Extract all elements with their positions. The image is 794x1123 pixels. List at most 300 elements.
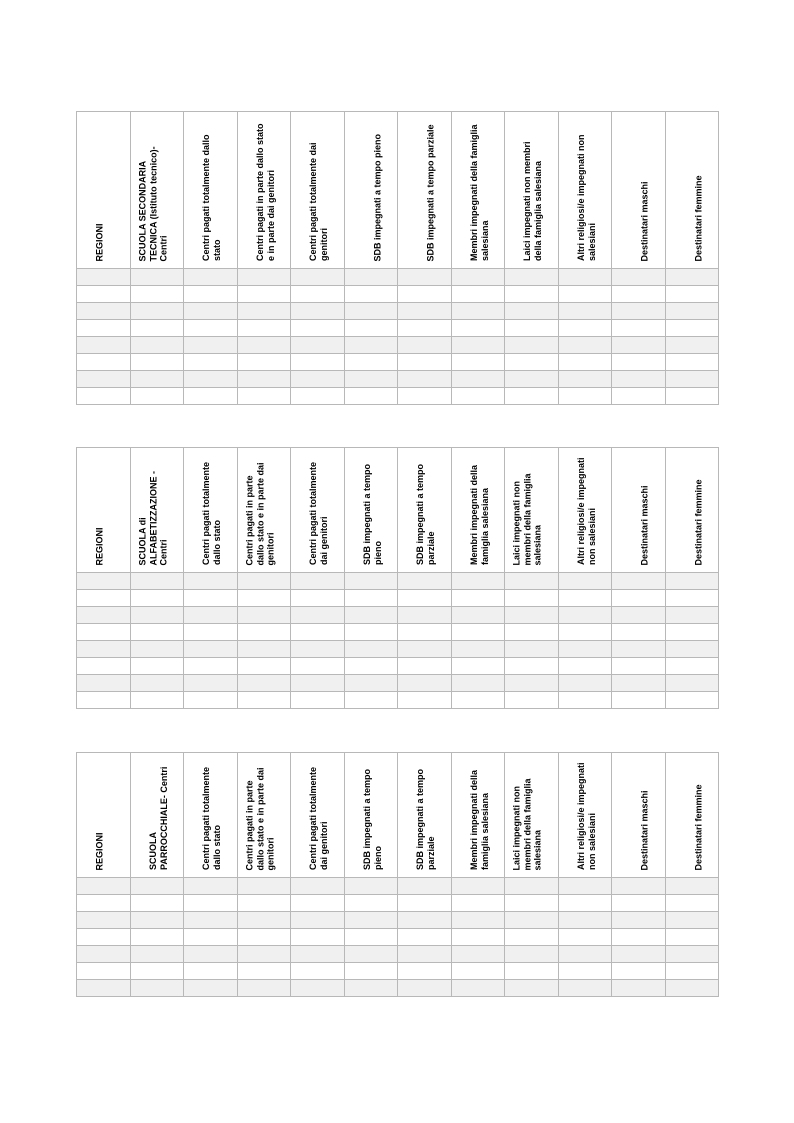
table-cell[interactable] [452,980,505,997]
table-cell[interactable] [559,607,612,624]
table-cell[interactable] [131,658,184,675]
table-cell[interactable] [612,269,666,286]
table-cell[interactable] [238,269,291,286]
table-cell[interactable] [398,641,452,658]
table-cell[interactable] [345,963,398,980]
table-cell[interactable] [291,388,345,405]
table-cell[interactable] [238,929,291,946]
table-cell[interactable] [505,895,559,912]
table-cell[interactable] [184,354,238,371]
table-cell[interactable] [131,573,184,590]
table-cell[interactable] [291,269,345,286]
table-cell[interactable] [559,658,612,675]
table-cell[interactable] [238,371,291,388]
table-cell[interactable] [452,946,505,963]
table-cell[interactable] [291,963,345,980]
table-cell[interactable] [291,878,345,895]
table-cell[interactable] [291,895,345,912]
table-cell[interactable] [452,590,505,607]
column-header-regioni [77,112,131,269]
table-cell[interactable] [184,980,238,997]
table-cell[interactable] [77,269,131,286]
table-cell[interactable] [398,963,452,980]
table-cell[interactable] [184,912,238,929]
table-cell[interactable] [345,269,398,286]
table-cell[interactable] [345,303,398,320]
table-cell[interactable] [238,675,291,692]
table-cell[interactable] [291,303,345,320]
table-cell[interactable] [398,337,452,354]
table-cell[interactable] [238,946,291,963]
table-cell[interactable] [612,371,666,388]
table-cell[interactable] [559,371,612,388]
table-cell[interactable] [666,303,719,320]
table-cell[interactable] [184,269,238,286]
table-cell[interactable] [505,371,559,388]
table-cell[interactable] [398,946,452,963]
table-cell[interactable] [559,963,612,980]
table-cell[interactable] [345,895,398,912]
table-cell[interactable] [184,658,238,675]
table-cell[interactable] [131,963,184,980]
table-cell[interactable] [666,980,719,997]
table-cell[interactable] [184,337,238,354]
column-header-label: Laici impegnati non membri della famiglia salesiana [511,472,543,565]
table-cell[interactable] [505,675,559,692]
table-cell[interactable] [131,895,184,912]
table-cell[interactable] [77,286,131,303]
table-cell[interactable] [77,946,131,963]
table-cell[interactable] [612,980,666,997]
table-cell[interactable] [505,320,559,337]
table-cell[interactable] [77,320,131,337]
table-cell[interactable] [612,303,666,320]
column-header [184,112,238,269]
table-cell[interactable] [184,624,238,641]
table-cell[interactable] [184,675,238,692]
table-cell[interactable] [291,573,345,590]
table-cell[interactable] [238,573,291,590]
table-cell[interactable] [291,371,345,388]
table-cell[interactable] [559,946,612,963]
table-cell[interactable] [559,895,612,912]
column-header-label: REGIONI [94,222,105,261]
table-cell[interactable] [131,624,184,641]
table-cell[interactable] [452,895,505,912]
table-cell[interactable] [131,303,184,320]
table-cell[interactable] [184,388,238,405]
table-cell[interactable] [184,641,238,658]
table-cell[interactable] [184,320,238,337]
table-cell[interactable] [505,658,559,675]
table-cell[interactable] [505,980,559,997]
table-cell[interactable] [612,354,666,371]
table-cell[interactable] [398,929,452,946]
table-cell[interactable] [666,658,719,675]
table-cell[interactable] [184,590,238,607]
table-cell[interactable] [238,303,291,320]
table-row [77,658,719,675]
table-cell[interactable] [452,573,505,590]
table-cell[interactable] [559,354,612,371]
table-cell[interactable] [612,878,666,895]
table-cell[interactable] [238,895,291,912]
table-cell[interactable] [612,624,666,641]
table-cell[interactable] [238,320,291,337]
column-header-label: SCUOLA SECONDARIA TECNICA (Istituto tecnico)- Centri [137,145,169,261]
table-cell[interactable] [559,641,612,658]
table-cell[interactable] [238,692,291,709]
table-cell[interactable] [666,912,719,929]
table-cell[interactable] [345,590,398,607]
table-cell[interactable] [345,929,398,946]
table-cell[interactable] [345,675,398,692]
table-cell[interactable] [666,337,719,354]
table-cell[interactable] [505,946,559,963]
table-cell[interactable] [345,286,398,303]
table-cell[interactable] [291,590,345,607]
table-cell[interactable] [612,929,666,946]
table-cell[interactable] [291,624,345,641]
table-cell[interactable] [77,692,131,709]
table-cell[interactable] [345,658,398,675]
column-header-regioni [77,753,131,878]
table-cell[interactable] [452,624,505,641]
table-cell[interactable] [398,320,452,337]
table-cell[interactable] [77,658,131,675]
table-cell[interactable] [131,980,184,997]
table-cell[interactable] [559,624,612,641]
table-cell[interactable] [238,624,291,641]
table-cell[interactable] [559,912,612,929]
table-cell[interactable] [559,675,612,692]
table-cell[interactable] [291,675,345,692]
table-cell[interactable] [345,607,398,624]
table-cell[interactable] [559,388,612,405]
table-cell[interactable] [238,963,291,980]
table-cell[interactable] [505,303,559,320]
table-cell[interactable] [184,286,238,303]
table-cell[interactable] [505,337,559,354]
table-cell[interactable] [666,692,719,709]
table-cell[interactable] [666,895,719,912]
table-cell[interactable] [612,912,666,929]
table-cell[interactable] [452,607,505,624]
table-cell[interactable] [77,624,131,641]
table-cell[interactable] [452,320,505,337]
table-cell[interactable] [398,269,452,286]
table-cell[interactable] [505,912,559,929]
table-cell[interactable] [398,607,452,624]
table-cell[interactable] [345,878,398,895]
table-cell[interactable] [131,929,184,946]
column-header [505,753,559,878]
table-cell[interactable] [131,607,184,624]
column-header-label: SDB impegnati a tempo parziale [425,123,436,261]
table-cell[interactable] [666,371,719,388]
table-cell[interactable] [505,624,559,641]
column-header-label: Destinatari femmine [693,783,704,870]
table-cell[interactable] [612,573,666,590]
table-cell[interactable] [184,303,238,320]
table-cell[interactable] [398,573,452,590]
table-cell[interactable] [238,641,291,658]
table-cell[interactable] [505,573,559,590]
table-cell[interactable] [238,337,291,354]
table-cell[interactable] [666,573,719,590]
table-cell[interactable] [345,337,398,354]
table-cell[interactable] [398,878,452,895]
table-cell[interactable] [291,337,345,354]
table-cell[interactable] [184,878,238,895]
table-cell[interactable] [238,354,291,371]
table-cell[interactable] [77,354,131,371]
table-cell[interactable] [238,286,291,303]
table-cell[interactable] [452,371,505,388]
table-cell[interactable] [452,912,505,929]
table-cell[interactable] [666,286,719,303]
column-header [238,753,291,878]
table-cell[interactable] [345,641,398,658]
table-cell[interactable] [238,980,291,997]
table-cell[interactable] [77,303,131,320]
table-cell[interactable] [559,929,612,946]
table-cell[interactable] [452,963,505,980]
column-header-label: REGIONI [94,831,105,870]
table-cell[interactable] [612,337,666,354]
table-cell[interactable] [452,303,505,320]
table-cell[interactable] [345,320,398,337]
table-cell[interactable] [77,929,131,946]
table-cell[interactable] [612,641,666,658]
table-cell[interactable] [131,641,184,658]
table-cell[interactable] [131,286,184,303]
table-cell[interactable] [291,692,345,709]
table-cell[interactable] [345,946,398,963]
table-cell[interactable] [184,963,238,980]
table-cell[interactable] [77,590,131,607]
table-cell[interactable] [666,624,719,641]
table-cell[interactable] [505,607,559,624]
table-cell[interactable] [345,573,398,590]
table-cell[interactable] [612,895,666,912]
table-cell[interactable] [398,286,452,303]
table-cell[interactable] [291,641,345,658]
column-header-label: Altri religiosi/e impegnati non salesiani [575,134,597,261]
table-cell[interactable] [184,895,238,912]
table-cell[interactable] [612,388,666,405]
table-cell[interactable] [612,320,666,337]
table-cell[interactable] [291,658,345,675]
table-cell[interactable] [131,878,184,895]
table-cell[interactable] [612,286,666,303]
table-cell[interactable] [452,692,505,709]
table-cell[interactable] [559,878,612,895]
table-cell[interactable] [505,354,559,371]
table-cell[interactable] [131,590,184,607]
table-cell[interactable] [77,912,131,929]
table-cell[interactable] [398,912,452,929]
table-cell[interactable] [345,912,398,929]
table-cell[interactable] [398,675,452,692]
table-cell[interactable] [452,929,505,946]
column-header [452,753,505,878]
table-cell[interactable] [666,929,719,946]
table-cell[interactable] [612,946,666,963]
table-cell[interactable] [291,980,345,997]
table-cell[interactable] [131,912,184,929]
table-cell[interactable] [505,590,559,607]
table-cell[interactable] [452,641,505,658]
table-cell[interactable] [666,354,719,371]
table-cell[interactable] [184,573,238,590]
table-cell[interactable] [184,929,238,946]
table-cell[interactable] [184,946,238,963]
table-cell[interactable] [505,269,559,286]
table-cell[interactable] [612,675,666,692]
table-cell[interactable] [398,303,452,320]
table-cell[interactable] [77,641,131,658]
table-cell[interactable] [131,692,184,709]
table-cell[interactable] [505,388,559,405]
table-cell[interactable] [345,980,398,997]
table-cell[interactable] [452,354,505,371]
table-cell[interactable] [131,388,184,405]
table-cell[interactable] [452,658,505,675]
table-cell[interactable] [559,692,612,709]
table-cell[interactable] [77,895,131,912]
table-cell[interactable] [612,963,666,980]
table-cell[interactable] [345,371,398,388]
table-cell[interactable] [291,946,345,963]
table-cell[interactable] [291,320,345,337]
table-cell[interactable] [77,963,131,980]
table-cell[interactable] [452,269,505,286]
table-cell[interactable] [398,980,452,997]
table-cell[interactable] [452,388,505,405]
table-cell[interactable] [291,912,345,929]
table-cell[interactable] [666,607,719,624]
table-cell[interactable] [131,269,184,286]
table-cell[interactable] [291,286,345,303]
table-cell[interactable] [238,607,291,624]
table-cell[interactable] [238,388,291,405]
table-cell[interactable] [238,590,291,607]
table-cell[interactable] [559,337,612,354]
table-cell[interactable] [666,946,719,963]
table-cell[interactable] [452,675,505,692]
table-cell[interactable] [666,878,719,895]
table-cell[interactable] [291,607,345,624]
table-cell[interactable] [184,371,238,388]
table-cell[interactable] [131,320,184,337]
table-cell[interactable] [77,607,131,624]
table-cell[interactable] [505,878,559,895]
table-cell[interactable] [398,354,452,371]
table-cell[interactable] [184,692,238,709]
table-cell[interactable] [131,946,184,963]
table-cell[interactable] [559,303,612,320]
table-cell[interactable] [452,878,505,895]
table-cell[interactable] [559,573,612,590]
table-cell[interactable] [505,286,559,303]
table-cell[interactable] [291,929,345,946]
table-row [77,692,719,709]
column-header [505,448,559,573]
table-cell[interactable] [612,692,666,709]
table-cell[interactable] [77,388,131,405]
table-cell[interactable] [398,624,452,641]
table-cell[interactable] [398,692,452,709]
table-cell[interactable] [559,590,612,607]
table-cell[interactable] [345,388,398,405]
table-cell[interactable] [345,354,398,371]
table-cell[interactable] [666,388,719,405]
table-cell[interactable] [398,590,452,607]
table-cell[interactable] [291,354,345,371]
table-cell[interactable] [77,573,131,590]
table-cell[interactable] [666,320,719,337]
table-cell[interactable] [77,980,131,997]
table-cell[interactable] [666,641,719,658]
table-cell[interactable] [398,895,452,912]
table-cell[interactable] [505,641,559,658]
table-cell[interactable] [505,963,559,980]
table-cell[interactable] [666,675,719,692]
table-cell[interactable] [398,388,452,405]
table-cell[interactable] [77,878,131,895]
table-cell[interactable] [77,675,131,692]
table-cell[interactable] [131,371,184,388]
table-cell[interactable] [559,320,612,337]
table-cell[interactable] [131,354,184,371]
table-cell[interactable] [505,692,559,709]
table-cell[interactable] [612,607,666,624]
table-cell[interactable] [505,929,559,946]
table-cell[interactable] [398,658,452,675]
table-row [77,980,719,997]
column-header-label: Centri pagati in parte dallo stato e in parte dai genitori [254,123,276,261]
table-cell[interactable] [184,607,238,624]
header-row [77,448,719,573]
table-cell[interactable] [131,675,184,692]
table-row [77,590,719,607]
table-cell[interactable] [666,269,719,286]
table-cell[interactable] [131,337,184,354]
table-cell[interactable] [452,286,505,303]
column-header-label: Laici impegnati non membri della famiglia salesiana [511,777,543,870]
table-cell[interactable] [238,878,291,895]
table-cell[interactable] [666,590,719,607]
table-cell[interactable] [666,963,719,980]
table-cell[interactable] [612,590,666,607]
table-cell[interactable] [345,624,398,641]
column-header-label: SDB impegnati a tempo pieno [361,463,383,565]
table-cell[interactable] [559,980,612,997]
table-row [77,878,719,895]
table-cell[interactable] [77,337,131,354]
table-cell[interactable] [238,658,291,675]
table-cell[interactable] [559,269,612,286]
table-row [77,371,719,388]
table-cell[interactable] [452,337,505,354]
table-cell[interactable] [559,286,612,303]
table-cell[interactable] [238,912,291,929]
table-cell[interactable] [345,692,398,709]
table-cell[interactable] [77,371,131,388]
table-cell[interactable] [612,658,666,675]
table-cell[interactable] [398,371,452,388]
